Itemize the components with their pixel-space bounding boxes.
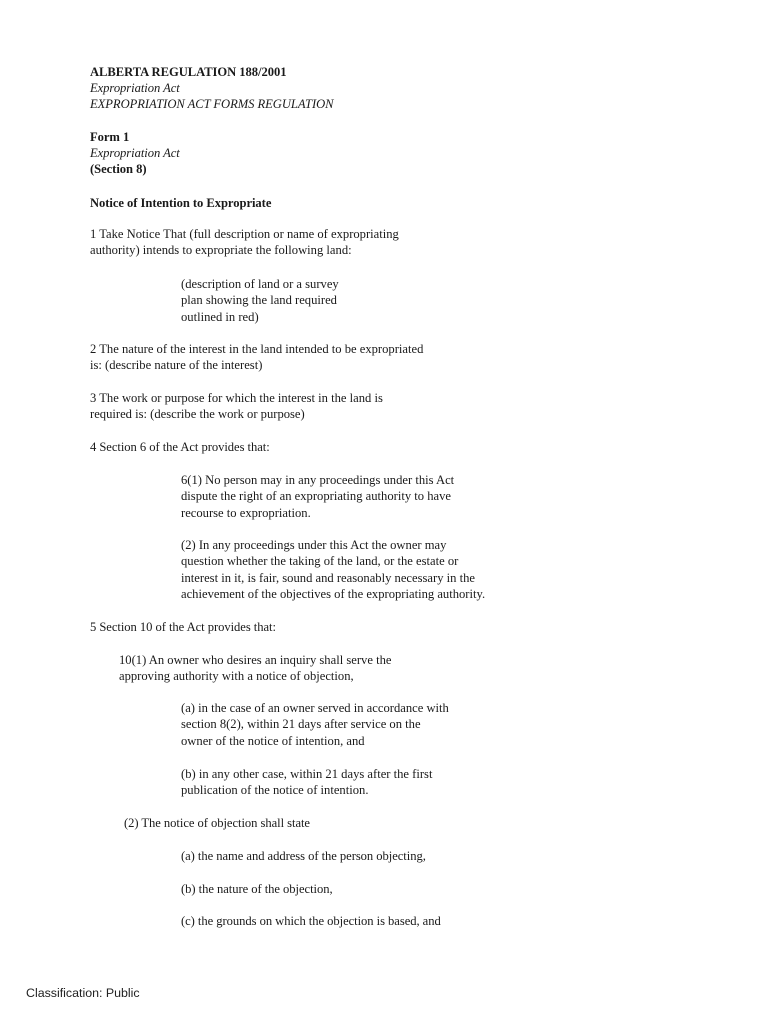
section-6-2-line: question whether the taking of the land, or the estate or <box>181 554 459 569</box>
paragraph-1-line: authority) intends to expropriate the following land: <box>90 243 352 258</box>
section-6-1-line: dispute the right of an expropriating authority to have <box>181 489 451 504</box>
land-description-line: (description of land or a survey <box>181 277 339 291</box>
section-6-1-line: recourse to expropriation. <box>181 505 311 520</box>
form-act: Expropriation Act <box>90 146 180 160</box>
section-10-2: (2) The notice of objection shall state <box>124 816 310 830</box>
section-10-1-a-line: owner of the notice of intention, and <box>181 733 365 748</box>
act-name: Expropriation Act <box>90 81 180 95</box>
paragraph-2 <box>90 341 423 374</box>
paragraph-1-line: 1 Take Notice That (full description or name of expropriating <box>90 227 399 241</box>
form-title: Notice of Intention to Expropriate <box>90 196 272 210</box>
regulation-title: EXPROPRIATION ACT FORMS REGULATION <box>90 97 334 111</box>
paragraph-3-line: required is: (describe the work or purpose) <box>90 407 305 422</box>
paragraph-2-line: 2 The nature of the interest in the land intended to be expropriated <box>90 342 424 356</box>
section-6-2-line: interest in it, is fair, sound and reasonably necessary in the <box>181 570 475 585</box>
section-6-1-line: 6(1) No person may in any proceedings under this Act <box>181 473 455 487</box>
paragraph-5: 5 Section 10 of the Act provides that: <box>90 620 276 634</box>
paragraph-2-line: is: (describe nature of the interest) <box>90 358 263 373</box>
section-6-2-line: (2) In any proceedings under this Act the owner may <box>181 538 447 552</box>
section-10-1-a-line: (a) in the case of an owner served in accordance with <box>181 701 449 715</box>
classification-label: Classification: Public <box>26 986 140 1000</box>
form-section: (Section 8) <box>90 162 147 176</box>
section-6-1 <box>181 472 454 521</box>
paragraph-4: 4 Section 6 of the Act provides that: <box>90 440 270 454</box>
regulation-number: ALBERTA REGULATION 188/2001 <box>90 65 287 79</box>
section-10-1-b-line: publication of the notice of intention. <box>181 783 369 798</box>
land-description-note <box>181 276 339 325</box>
section-6-2-line: achievement of the objectives of the expropriating authority. <box>181 587 486 602</box>
section-10-1-b-line: (b) in any other case, within 21 days after the first <box>181 767 433 781</box>
section-10-1-line: 10(1) An owner who desires an inquiry shall serve the <box>119 653 392 667</box>
objection-item-c: (c) the grounds on which the objection is based, and <box>181 914 441 928</box>
section-10-1-b <box>181 766 432 799</box>
paragraph-1 <box>90 226 399 259</box>
section-10-1-a-line: section 8(2), within 21 days after service on the <box>181 717 421 732</box>
paragraph-3 <box>90 390 383 423</box>
objection-item-b: (b) the nature of the objection, <box>181 882 333 896</box>
objection-item-a: (a) the name and address of the person objecting, <box>181 849 426 863</box>
section-6-2 <box>181 537 485 603</box>
paragraph-3-line: 3 The work or purpose for which the interest in the land is <box>90 391 383 405</box>
land-description-line: plan showing the land required <box>181 293 337 308</box>
section-10-1-line: approving authority with a notice of objection, <box>119 669 354 684</box>
land-description-line: outlined in red) <box>181 309 259 324</box>
section-10-1-a <box>181 700 449 749</box>
form-number: Form 1 <box>90 130 130 144</box>
section-10-1 <box>119 652 391 685</box>
